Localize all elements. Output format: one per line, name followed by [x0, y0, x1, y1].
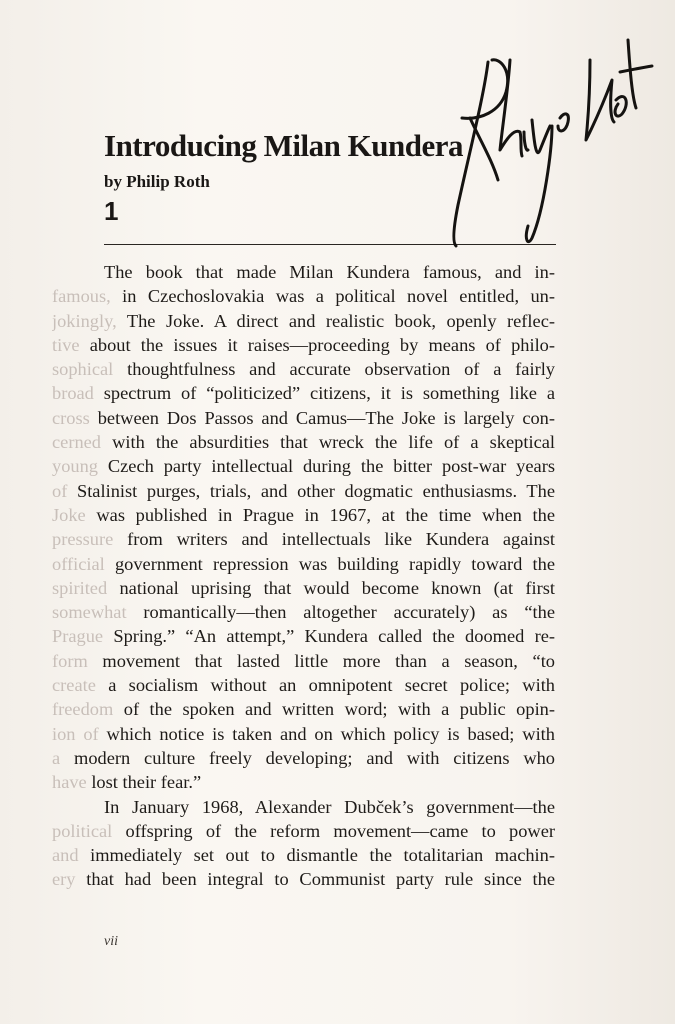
text-line: political offspring of the reform movement—came to power [52, 820, 555, 841]
text-line: cerned with the absurdities that wreck the life of a skeptical [52, 432, 555, 453]
author-signature [440, 0, 660, 250]
body-text [52, 260, 555, 892]
text-line: famous, in Czechoslovakia was a political novel entitled, un- [52, 286, 555, 307]
text-line: a modern culture freely developing; and with citizens who [52, 747, 555, 768]
text-line: freedom of the spoken and written word; with a public opin- [52, 699, 555, 720]
text-line: of Stalinist purges, trials, and other dogmatic enthusiasms. The [52, 480, 555, 501]
chapter-title: Introducing Milan Kundera [104, 128, 464, 163]
text-line: The book that made Milan Kundera famous, and in- [104, 262, 555, 282]
text-line: In January 1968, Alexander Dubček’s government—the [104, 796, 555, 817]
text-line: broad spectrum of “politicized” citizens, it is something like a [52, 383, 555, 404]
text-line: have lost their fear.” [52, 772, 202, 793]
text-line: tive about the issues it raises—proceeding by means of philo- [52, 334, 555, 355]
text-line: and immediately set out to dismantle the totalitarian machin- [52, 845, 555, 866]
text-line: spirited national uprising that would become known (at first [52, 577, 555, 598]
text-line: ion of which notice is taken and on which policy is based; with [52, 723, 555, 744]
text-line: ery that had been integral to Communist party rule since the [52, 869, 555, 890]
text-line: Prague Spring.” “An attempt,” Kundera called the doomed re- [52, 626, 555, 647]
author-byline: by Philip Roth [104, 172, 210, 191]
text-line: form movement that lasted little more than a season, “to [52, 650, 555, 671]
text-line: young Czech party intellectual during the bitter post-war years [52, 456, 555, 477]
text-line: pressure from writers and intellectuals like Kundera against [52, 529, 555, 550]
text-line: cross between Dos Passos and Camus—The Joke is largely con- [52, 407, 555, 428]
text-line: create a socialism without an omnipotent secret police; with [52, 675, 555, 696]
text-line: somewhat romantically—then altogether accurately) as “the [52, 602, 555, 623]
text-line: jokingly, The Joke. A direct and realistic book, openly reflec- [52, 310, 555, 331]
text-line: official government repression was building rapidly toward the [52, 553, 555, 574]
text-line: Joke was published in Prague in 1967, at the time when the [52, 504, 555, 525]
text-line: sophical thoughtfulness and accurate observation of a fairly [52, 359, 555, 380]
page-number: vii [104, 934, 118, 949]
section-number: 1 [104, 196, 119, 226]
